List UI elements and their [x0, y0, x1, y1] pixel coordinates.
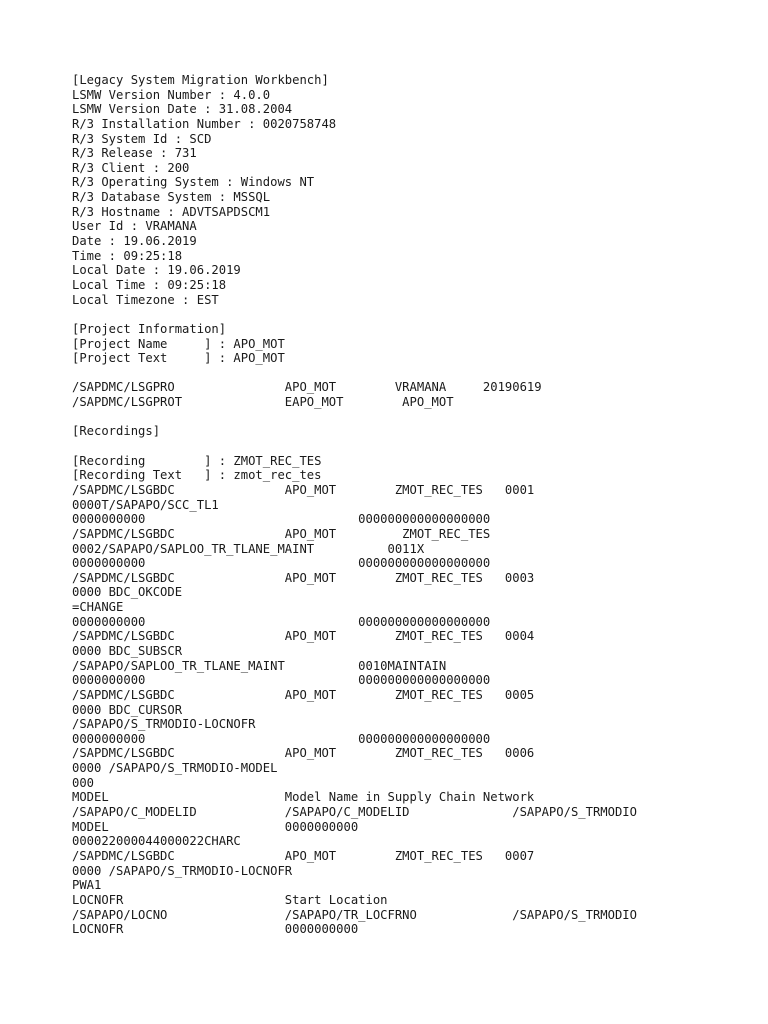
document-line: R/3 System Id : SCD: [72, 131, 212, 146]
document-line: 0000 BDC_CURSOR: [72, 702, 183, 717]
document-line: MODEL 0000000000: [72, 819, 359, 834]
document-line: 000: [72, 775, 95, 790]
document-line: [Project Text ] : APO_MOT: [72, 351, 285, 366]
lsmw-export-document: [72, 73, 752, 937]
document-line: LOCNOFR Start Location: [72, 892, 388, 907]
document-line: 0000 BDC_SUBSCR: [72, 643, 183, 658]
document-line: /SAPDMC/LSGBDC APO_MOT ZMOT_REC_TES 0005: [72, 687, 535, 702]
document-line: 0002/SAPAPO/SAPLOO_TR_TLANE_MAINT 0011X: [72, 541, 425, 556]
document-line: R/3 Hostname : ADVTSAPDSCM1: [72, 204, 271, 219]
document-line: R/3 Database System : MSSQL: [72, 190, 271, 205]
document-line: /SAPDMC/LSGPRO APO_MOT VRAMANA 20190619: [72, 380, 542, 395]
document-line: /SAPDMC/LSGBDC APO_MOT ZMOT_REC_TES 0007: [72, 848, 535, 863]
document-line: /SAPDMC/LSGBDC APO_MOT ZMOT_REC_TES: [72, 526, 491, 541]
document-line: 0000000000 000000000000000000: [72, 614, 491, 629]
document-line: R/3 Release : 731: [72, 146, 197, 161]
document-line: /SAPDMC/LSGPROT EAPO_MOT APO_MOT: [72, 395, 454, 410]
document-line: [Recording Text ] : zmot_rec_tes: [72, 468, 322, 483]
document-line: =CHANGE: [72, 600, 124, 615]
document-line: LOCNOFR 0000000000: [72, 922, 359, 937]
document-line: 0000T/SAPAPO/SCC_TL1: [72, 497, 219, 512]
document-line: 000022000044000022CHARC: [72, 834, 241, 849]
document-line: [Recordings]: [72, 424, 161, 439]
document-line: /SAPDMC/LSGBDC APO_MOT ZMOT_REC_TES 0006: [72, 746, 535, 761]
document-line: /SAPAPO/SAPLOO_TR_TLANE_MAINT 0010MAINTAIN: [72, 658, 447, 673]
document-line: 0000000000 000000000000000000: [72, 673, 491, 688]
document-line: R/3 Installation Number : 0020758748: [72, 116, 337, 131]
document-line: R/3 Client : 200: [72, 160, 190, 175]
document-line: Local Timezone : EST: [72, 292, 219, 307]
document-line: PWA1: [72, 878, 102, 893]
document-line: Local Time : 09:25:18: [72, 277, 227, 292]
document-line: [72, 410, 752, 425]
document-line: /SAPDMC/LSGBDC APO_MOT ZMOT_REC_TES 0004: [72, 629, 535, 644]
document-line: LSMW Version Date : 31.08.2004: [72, 102, 293, 117]
document-line: User Id : VRAMANA: [72, 219, 197, 234]
document-line: 0000 BDC_OKCODE: [72, 585, 183, 600]
document-line: [Legacy System Migration Workbench]: [72, 73, 329, 87]
document-line: LSMW Version Number : 4.0.0: [72, 87, 271, 102]
document-line: /SAPAPO/LOCNO /SAPAPO/TR_LOCFRNO /SAPAPO/S_TRMODIO: [72, 907, 637, 922]
document-line: /SAPDMC/LSGBDC APO_MOT ZMOT_REC_TES 0003: [72, 570, 535, 585]
document-line: [72, 366, 752, 381]
document-line: 0000000000 000000000000000000: [72, 512, 491, 527]
document-line: [Recording ] : ZMOT_REC_TES: [72, 453, 322, 468]
document-line: [72, 439, 752, 454]
document-line: Date : 19.06.2019: [72, 234, 197, 249]
document-line: /SAPDMC/LSGBDC APO_MOT ZMOT_REC_TES 0001: [72, 482, 535, 497]
document-line: [Project Information]: [72, 321, 227, 336]
document-line: /SAPAPO/C_MODELID /SAPAPO/C_MODELID /SAPAPO/S_TRMODIO: [72, 805, 637, 820]
document-line: 0000000000 000000000000000000: [72, 556, 491, 571]
document-line: Time : 09:25:18: [72, 248, 183, 263]
document-line: /SAPAPO/S_TRMODIO-LOCNOFR: [72, 717, 256, 732]
document-line: [72, 307, 752, 322]
document-line: 0000000000 000000000000000000: [72, 731, 491, 746]
document-line: [Project Name ] : APO_MOT: [72, 336, 285, 351]
document-line: 0000 /SAPAPO/S_TRMODIO-MODEL: [72, 761, 278, 776]
document-line: Local Date : 19.06.2019: [72, 263, 241, 278]
document-line: R/3 Operating System : Windows NT: [72, 175, 315, 190]
document-line: MODEL Model Name in Supply Chain Network: [72, 790, 535, 805]
document-line: 0000 /SAPAPO/S_TRMODIO-LOCNOFR: [72, 863, 293, 878]
